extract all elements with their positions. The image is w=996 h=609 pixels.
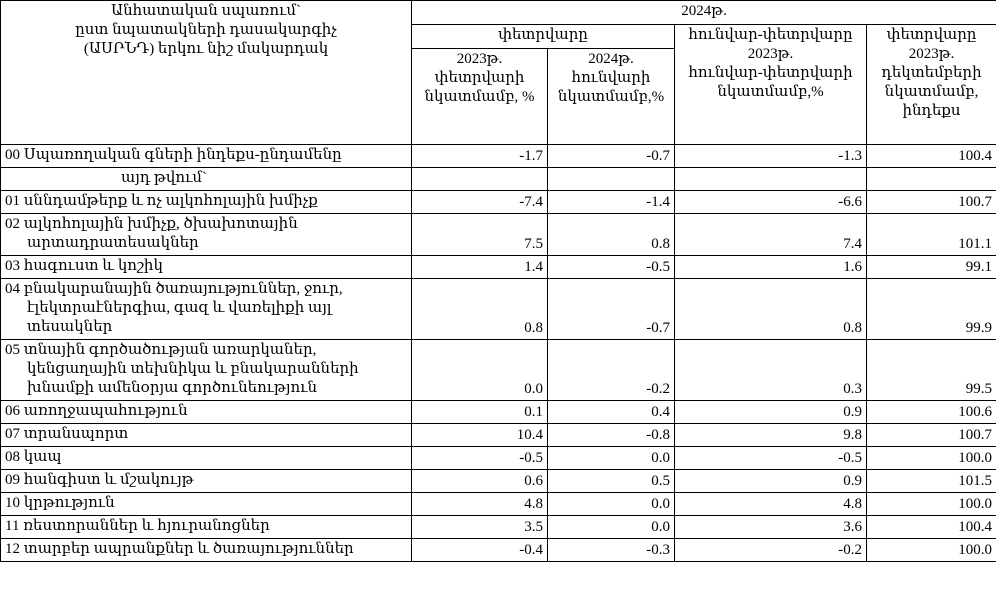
table-row xyxy=(1,516,996,539)
table-row xyxy=(1,279,996,340)
value-cell: 100.7 xyxy=(867,191,996,214)
row-label-line xyxy=(5,402,407,421)
row-label-text: ալկոհոլային խմիչք, ծխախոտային xyxy=(23,216,298,232)
header-line: փետրվարը xyxy=(886,27,977,43)
table-row xyxy=(1,191,996,214)
value-cell: 100.4 xyxy=(867,145,996,168)
value-cell: 0.0 xyxy=(548,493,675,516)
row-label-line xyxy=(5,280,407,299)
value-cell: 99.1 xyxy=(867,256,996,279)
row-label-text: առողջապահություն xyxy=(23,403,188,419)
corner-header xyxy=(1,1,412,145)
row-label-line xyxy=(5,425,407,444)
value-cell: 0.9 xyxy=(675,401,867,424)
value-cell: 0.1 xyxy=(412,401,548,424)
value-cell: -0.5 xyxy=(675,447,867,470)
value-cell: -0.2 xyxy=(548,340,675,401)
value-cell: 0.8 xyxy=(548,214,675,256)
value-cell: 1.6 xyxy=(675,256,867,279)
value-cell: 0.8 xyxy=(412,279,548,340)
value-cell: -0.7 xyxy=(548,145,675,168)
value-cell: 99.5 xyxy=(867,340,996,401)
row-label-line: խնամքի ամենօրյա գործունեություն xyxy=(27,380,318,396)
value-cell: -1.3 xyxy=(675,145,867,168)
row-label xyxy=(1,168,412,191)
value-cell: -0.7 xyxy=(548,279,675,340)
value-cell: 0.0 xyxy=(548,516,675,539)
value-cell: 3.6 xyxy=(675,516,867,539)
row-code: 12 xyxy=(5,541,20,557)
row-label-line: արտադրատեսակներ xyxy=(27,235,199,251)
header-line: հունվարի xyxy=(571,70,651,86)
row-label-line: այդ թվում` xyxy=(121,170,207,186)
row-label xyxy=(1,340,412,401)
value-cell: 0.0 xyxy=(548,447,675,470)
table-body xyxy=(1,145,996,562)
feb23-col-header xyxy=(412,49,548,145)
value-cell: 7.4 xyxy=(675,214,867,256)
row-label-text: կրթություն xyxy=(23,495,115,511)
value-cell: -1.4 xyxy=(548,191,675,214)
header-line: 2023թ. xyxy=(908,46,955,62)
row-label-text: հանգիստ և մշակույթ xyxy=(23,472,194,488)
header-line: փետրվարի xyxy=(434,70,525,86)
row-code: 06 xyxy=(5,403,20,419)
row-label xyxy=(1,470,412,493)
table-row xyxy=(1,447,996,470)
corner-line: ըստ նպատակների դասակարգիչ xyxy=(75,22,337,38)
value-cell: 99.9 xyxy=(867,279,996,340)
febdec-header xyxy=(867,25,996,145)
value-cell: -1.7 xyxy=(412,145,548,168)
row-label-line: տեսակներ xyxy=(27,319,113,335)
value-cell: 10.4 xyxy=(412,424,548,447)
header-line: նկատմամբ,% xyxy=(557,89,665,105)
row-code: 10 xyxy=(5,495,20,511)
table-row xyxy=(1,214,996,256)
value-cell: 101.1 xyxy=(867,214,996,256)
header-line: ինդեքս xyxy=(902,103,961,119)
row-label-text: տարբեր ապրանքներ և ծառայություններ xyxy=(23,541,354,557)
row-label-line: կենցաղային տեխնիկա և բնակարանների xyxy=(27,361,359,377)
row-label-text: ռեստորաններ և հյուրանոցներ xyxy=(23,518,270,534)
row-label-text: հագուստ և կոշիկ xyxy=(23,258,163,274)
value-cell: -6.6 xyxy=(675,191,867,214)
table-row xyxy=(1,539,996,562)
row-label-line xyxy=(5,257,407,276)
row-code: 00 xyxy=(5,147,20,163)
row-code: 01 xyxy=(5,193,20,209)
row-label-text: տրանսպորտ xyxy=(23,426,129,442)
row-label-line xyxy=(5,494,407,513)
row-code: 02 xyxy=(5,216,20,232)
table-row xyxy=(1,168,996,191)
table-row xyxy=(1,256,996,279)
header-line: հունվար-փետրվարի xyxy=(688,65,853,81)
row-label xyxy=(1,447,412,470)
row-code: 09 xyxy=(5,472,20,488)
value-cell: -7.4 xyxy=(412,191,548,214)
value-cell: -0.3 xyxy=(548,539,675,562)
table-row xyxy=(1,401,996,424)
value-cell: 3.5 xyxy=(412,516,548,539)
row-label xyxy=(1,493,412,516)
table-row xyxy=(1,493,996,516)
row-label xyxy=(1,279,412,340)
value-cell: 9.8 xyxy=(675,424,867,447)
row-label xyxy=(1,516,412,539)
value-cell: 0.9 xyxy=(675,470,867,493)
jan24-col-header xyxy=(548,49,675,145)
value-cell: 0.6 xyxy=(412,470,548,493)
row-label xyxy=(1,539,412,562)
row-label-text: տնային գործածության առարկաներ, xyxy=(23,342,317,358)
row-code: 11 xyxy=(5,518,20,534)
row-label-line xyxy=(5,448,407,467)
header-line: հունվար-փետրվարը xyxy=(688,27,853,43)
row-label-line xyxy=(5,341,407,360)
row-label-line xyxy=(5,192,407,211)
header-line: դեկտեմբերի xyxy=(881,65,982,81)
row-label-line: էլեկտրաէներգիա, գազ և վառելիքի այլ xyxy=(27,300,332,316)
value-cell: 7.5 xyxy=(412,214,548,256)
year-header: 2024թ. xyxy=(412,1,996,25)
header-line: նկատմամբ, % xyxy=(424,89,535,105)
value-cell: 0.0 xyxy=(412,340,548,401)
row-label xyxy=(1,145,412,168)
row-label-text: կապ xyxy=(23,449,62,465)
value-cell: -0.5 xyxy=(412,447,548,470)
header-line: 2024թ. xyxy=(588,51,634,67)
value-cell: 101.5 xyxy=(867,470,996,493)
row-code: 04 xyxy=(5,281,20,297)
corner-line: Անհատական սպառում` xyxy=(110,3,302,19)
value-cell: 0.5 xyxy=(548,470,675,493)
value-cell: -0.2 xyxy=(675,539,867,562)
row-code: 05 xyxy=(5,342,20,358)
janfeb-header xyxy=(675,25,867,145)
value-cell: 100.0 xyxy=(867,447,996,470)
table-row xyxy=(1,145,996,168)
row-label-text: սննդամթերք և ոչ ալկոհոլային խմիչք xyxy=(23,193,318,209)
row-code: 03 xyxy=(5,258,20,274)
row-label xyxy=(1,401,412,424)
row-label xyxy=(1,191,412,214)
value-cell: 0.3 xyxy=(675,340,867,401)
corner-line: (ԱՍՐՆԴ) երկու նիշ մակարդակ xyxy=(83,41,329,57)
row-label-text: Սպառողական գների ինդեքս-ընդամենը xyxy=(23,147,342,163)
row-label xyxy=(1,214,412,256)
table-row xyxy=(1,424,996,447)
row-label xyxy=(1,424,412,447)
value-cell: 0.8 xyxy=(675,279,867,340)
table-row xyxy=(1,470,996,493)
header-line: նկատմամբ,% xyxy=(717,84,824,100)
value-cell xyxy=(412,168,548,191)
value-cell: 4.8 xyxy=(412,493,548,516)
row-label xyxy=(1,256,412,279)
header-line: 2023թ. xyxy=(747,46,794,62)
value-cell: 0.4 xyxy=(548,401,675,424)
value-cell: 100.7 xyxy=(867,424,996,447)
value-cell: -0.5 xyxy=(548,256,675,279)
row-label-line xyxy=(5,540,407,559)
table-row xyxy=(1,340,996,401)
value-cell: 100.4 xyxy=(867,516,996,539)
value-cell xyxy=(675,168,867,191)
value-cell: 100.6 xyxy=(867,401,996,424)
row-code: 07 xyxy=(5,426,20,442)
feb-header: փետրվարը xyxy=(412,25,675,49)
header-line: 2023թ. xyxy=(456,51,503,67)
value-cell: -0.4 xyxy=(412,539,548,562)
value-cell xyxy=(548,168,675,191)
row-label-line xyxy=(5,215,407,234)
header-line: նկատմամբ, xyxy=(884,84,979,100)
value-cell: 100.0 xyxy=(867,539,996,562)
row-code: 08 xyxy=(5,449,20,465)
value-cell: -0.8 xyxy=(548,424,675,447)
row-label-line xyxy=(5,471,407,490)
value-cell: 100.0 xyxy=(867,493,996,516)
row-label-text: բնակարանային ծառայություններ, ջուր, xyxy=(23,281,343,297)
value-cell: 4.8 xyxy=(675,493,867,516)
value-cell xyxy=(867,168,996,191)
row-label-line xyxy=(5,146,407,165)
row-label-line xyxy=(5,517,407,536)
value-cell: 1.4 xyxy=(412,256,548,279)
